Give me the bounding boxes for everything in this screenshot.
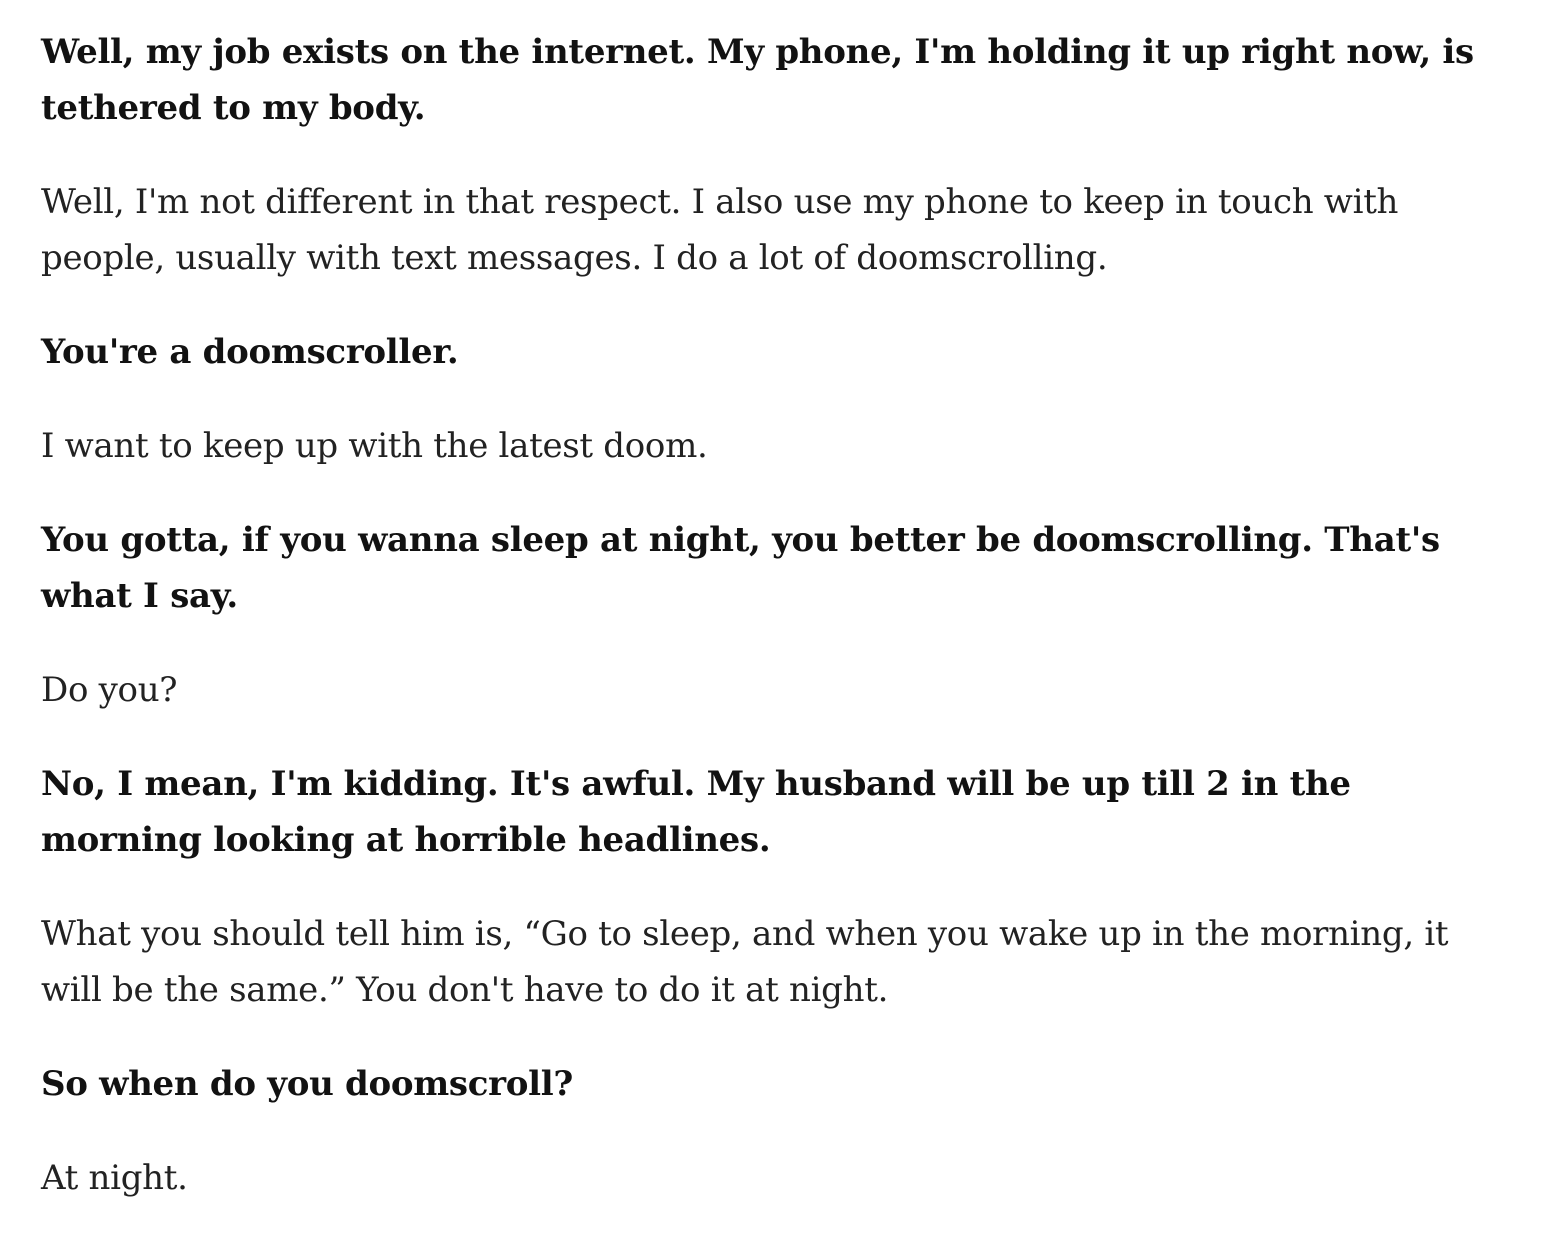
interviewee-answer: I want to keep up with the latest doom. <box>41 426 708 466</box>
interviewee-answer: At night. <box>41 1158 188 1198</box>
interviewer-question: Well, my job exists on the internet. My phone, I'm holding it up right now, is tethered to my body. <box>41 32 1474 128</box>
interviewer-question: So when do you doomscroll? <box>41 1064 574 1104</box>
interviewee-answer: What you should tell him is, “Go to sleep, and when you wake up in the morning, it will be the same.” You don't have to do it at night. <box>41 914 1449 1010</box>
interviewee-answer: Do you? <box>41 670 178 710</box>
interviewer-question: You gotta, if you wanna sleep at night, you better be doomscrolling. That's what I say. <box>41 520 1440 616</box>
interviewee-answer: Well, I'm not different in that respect. I also use my phone to keep in touch with people, usually with text messages. I do a lot of doomscrolling. <box>41 182 1399 278</box>
interview-transcript <box>41 24 1511 1244</box>
interviewer-question: No, I mean, I'm kidding. It's awful. My husband will be up till 2 in the morning looking at horrible headlines. <box>41 764 1351 860</box>
interviewer-question: You're a doomscroller. <box>41 332 459 372</box>
